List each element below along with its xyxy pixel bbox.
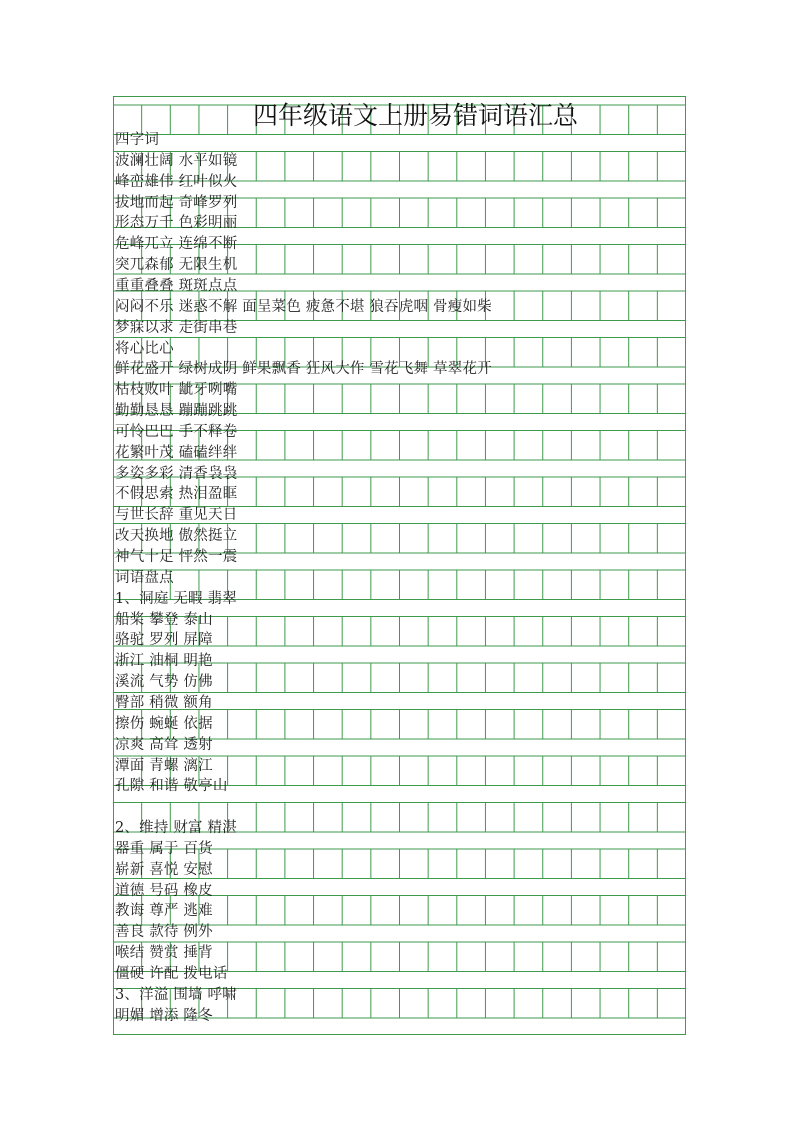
word-line: 善良 款待 例外 [115,924,213,941]
word-line: 喉结 赞赏 捶背 [115,945,213,962]
word-line: 擦伤 蜿蜒 依据 [115,715,213,732]
word-line: 与世长辞 重见天日 [115,507,238,524]
word-line: 可怜巴巴 手不释卷 [115,423,238,440]
word-line: 枯枝败叶 龇牙咧嘴 [115,382,238,399]
word-line: 四字词 [115,132,160,148]
word-line: 明媚 增添 隆冬 [115,1007,213,1024]
word-line: 重重叠叠 斑斑点点 [115,277,238,294]
word-line: 词语盘点 [115,569,174,586]
word-line: 改天换地 傲然挺立 [115,528,238,545]
word-line: 勤勤恳恳 蹦蹦跳跳 [115,403,238,420]
word-line: 将心比心 [115,340,174,357]
page-title: 四年级语文上册易错词语汇总 [253,101,579,130]
word-line: 孔隙 和谐 敬亭山 [115,778,228,795]
word-line: 臀部 稍微 额角 [115,694,213,711]
word-line: 骆驼 罗列 屏障 [115,632,213,649]
word-line: 神气十足 怦然一震 [115,549,238,565]
word-line: 鲜花盛开 绿树成阴 鲜果飘香 狂风大作 雪花飞舞 草翠花开 [115,361,492,378]
word-line: 1、洞庭 无暇 翡翠 [115,590,237,607]
word-line: 峰峦雄伟 红叶似火 [115,173,238,190]
word-line: 凉爽 高耸 透射 [115,736,213,753]
word-line: 船桨 攀登 泰山 [115,611,213,628]
word-line: 花繁叶茂 磕磕绊绊 [115,444,238,461]
word-line: 突兀森郁 无限生机 [115,257,238,274]
word-line: 多姿多彩 清香袅袅 [115,465,238,482]
grid-page [113,96,686,1035]
word-line: 器重 属于 百货 [115,840,213,857]
word-line: 僵硬 许配 拨电话 [115,966,228,982]
word-line: 道德 号码 橡皮 [115,882,213,899]
word-line: 溪流 气势 仿佛 [115,674,213,691]
word-line: 3、洋溢 围墙 呼啸 [115,986,237,1003]
word-line: 拔地而起 奇峰罗列 [115,194,238,211]
word-line: 教诲 尊严 逃难 [115,903,213,920]
word-line: 闷闷不乐 迷惑不解 面呈菜色 疲惫不堪 狼吞虎咽 骨瘦如柴 [115,298,492,315]
word-line: 不假思索 热泪盈眶 [115,486,238,503]
word-line: 浙江 油桐 明艳 [115,653,213,670]
word-line: 梦寐以求 走街串巷 [115,319,238,336]
word-line: 崭新 喜悦 安慰 [115,861,213,878]
word-line: 2、维持 财富 精湛 [115,820,237,837]
word-line: 形态万千 色彩明丽 [115,215,238,232]
word-line: 危峰兀立 连绵不断 [115,236,238,253]
word-line: 波澜壮阔 水平如镜 [115,152,238,169]
word-line: 潭面 青螺 漓江 [115,757,213,774]
